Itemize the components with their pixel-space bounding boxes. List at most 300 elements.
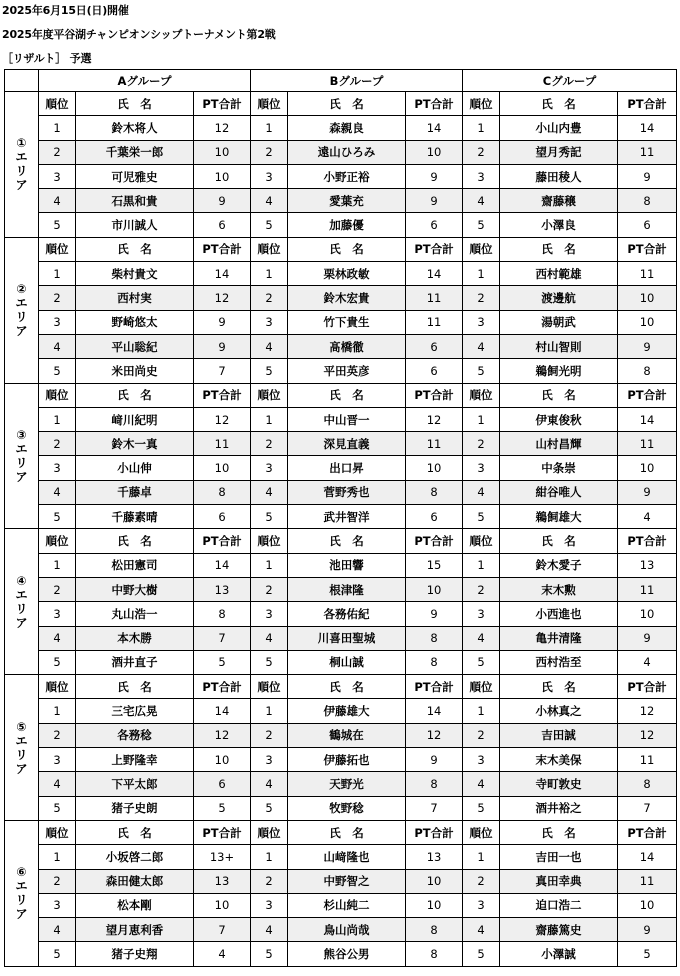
rank-cell: 1 xyxy=(251,407,288,431)
name-cell: 小山伸 xyxy=(76,456,194,480)
result-row xyxy=(5,869,677,893)
name-cell: 西村実 xyxy=(76,286,194,310)
rank-header: 順位 xyxy=(251,529,288,553)
result-row xyxy=(5,164,677,188)
name-cell: 千葉栄一郎 xyxy=(76,140,194,164)
name-cell: 各務稔 xyxy=(76,723,194,747)
pt-cell: 10 xyxy=(618,310,677,334)
pt-cell: 6 xyxy=(618,213,677,237)
name-cell: 石黒和貴 xyxy=(76,189,194,213)
name-header: 氏 名 xyxy=(500,529,618,553)
rank-cell: 2 xyxy=(463,869,500,893)
rank-header: 順位 xyxy=(251,675,288,699)
rank-cell: 1 xyxy=(463,116,500,140)
area-label-char: ⑤ xyxy=(16,719,27,734)
name-cell: 渡邊航 xyxy=(500,286,618,310)
name-cell: 菅野秀也 xyxy=(288,480,406,504)
rank-cell: 3 xyxy=(463,602,500,626)
area-header-row xyxy=(5,237,677,261)
area-header-row xyxy=(5,820,677,844)
name-cell: 上野隆幸 xyxy=(76,748,194,772)
result-row xyxy=(5,140,677,164)
name-cell: 千藤卓 xyxy=(76,480,194,504)
pt-cell: 12 xyxy=(618,723,677,747)
rank-cell: 4 xyxy=(39,334,76,358)
rank-cell: 2 xyxy=(39,286,76,310)
pt-header: PT合計 xyxy=(618,675,677,699)
area-label-char: ⑥ xyxy=(16,865,27,880)
name-cell: 伊東俊秋 xyxy=(500,407,618,431)
name-cell: 千藤素晴 xyxy=(76,505,194,529)
rank-cell: 2 xyxy=(251,577,288,601)
area-label-char: ア xyxy=(15,324,28,339)
result-row xyxy=(5,262,677,286)
area-label-char: エ xyxy=(15,296,28,311)
name-cell: 中条崇 xyxy=(500,456,618,480)
name-cell: 深見直義 xyxy=(288,432,406,456)
pt-cell: 9 xyxy=(406,748,463,772)
name-cell: 愛葉充 xyxy=(288,189,406,213)
pt-cell: 7 xyxy=(194,626,251,650)
pt-header: PT合計 xyxy=(618,92,677,116)
name-cell: 小西進也 xyxy=(500,602,618,626)
pt-cell: 8 xyxy=(406,480,463,504)
rank-cell: 4 xyxy=(251,626,288,650)
pt-cell: 6 xyxy=(406,213,463,237)
pt-cell: 10 xyxy=(618,602,677,626)
rank-header: 順位 xyxy=(251,820,288,844)
name-header: 氏 名 xyxy=(500,820,618,844)
name-cell: 鈴木一真 xyxy=(76,432,194,456)
results-table xyxy=(4,69,677,967)
pt-header: PT合計 xyxy=(406,383,463,407)
rank-cell: 5 xyxy=(463,505,500,529)
result-row xyxy=(5,359,677,383)
name-cell: 真田幸典 xyxy=(500,869,618,893)
pt-cell: 4 xyxy=(194,942,251,966)
name-cell: 望月秀記 xyxy=(500,140,618,164)
pt-cell: 6 xyxy=(406,359,463,383)
pt-cell: 9 xyxy=(406,602,463,626)
pt-cell: 13 xyxy=(618,553,677,577)
rank-header: 順位 xyxy=(463,237,500,261)
rank-cell: 5 xyxy=(251,650,288,674)
pt-cell: 13 xyxy=(406,845,463,869)
rank-cell: 2 xyxy=(39,140,76,164)
rank-cell: 5 xyxy=(39,942,76,966)
name-cell: 池田響 xyxy=(288,553,406,577)
rank-cell: 1 xyxy=(463,407,500,431)
pt-cell: 12 xyxy=(194,116,251,140)
name-cell: 湯朝武 xyxy=(500,310,618,334)
rank-cell: 4 xyxy=(251,918,288,942)
rank-cell: 1 xyxy=(251,699,288,723)
rank-cell: 3 xyxy=(251,748,288,772)
pt-header: PT合計 xyxy=(194,92,251,116)
name-cell: 小野正裕 xyxy=(288,164,406,188)
rank-cell: 3 xyxy=(463,456,500,480)
pt-cell: 14 xyxy=(618,407,677,431)
rank-cell: 5 xyxy=(463,359,500,383)
rank-header: 順位 xyxy=(39,237,76,261)
pt-cell: 11 xyxy=(618,262,677,286)
name-header: 氏 名 xyxy=(288,383,406,407)
name-cell: 天野光 xyxy=(288,772,406,796)
pt-header: PT合計 xyxy=(406,675,463,699)
rank-cell: 4 xyxy=(463,772,500,796)
pt-cell: 9 xyxy=(194,334,251,358)
name-cell: 加藤優 xyxy=(288,213,406,237)
rank-cell: 5 xyxy=(251,942,288,966)
rank-cell: 1 xyxy=(251,553,288,577)
name-cell: 中野智之 xyxy=(288,869,406,893)
name-cell: 迫口浩二 xyxy=(500,893,618,917)
rank-cell: 3 xyxy=(463,310,500,334)
pt-cell: 8 xyxy=(406,942,463,966)
name-cell: 中野大樹 xyxy=(76,577,194,601)
result-row xyxy=(5,505,677,529)
result-row xyxy=(5,626,677,650)
name-header: 氏 名 xyxy=(500,237,618,261)
area-label-char: エ xyxy=(15,733,28,748)
results-body xyxy=(5,92,677,967)
name-cell: 根津隆 xyxy=(288,577,406,601)
name-cell: 竹下貴生 xyxy=(288,310,406,334)
area-label-char: エ xyxy=(15,879,28,894)
pt-cell: 14 xyxy=(194,262,251,286)
pt-cell: 9 xyxy=(618,480,677,504)
result-row xyxy=(5,699,677,723)
name-cell: 柴村貴文 xyxy=(76,262,194,286)
area-header-row xyxy=(5,675,677,699)
result-row xyxy=(5,893,677,917)
pt-cell: 7 xyxy=(194,918,251,942)
event-title: 2025年度平谷湖チャンピオンシップトーナメント第2戦 xyxy=(2,28,276,41)
pt-cell: 5 xyxy=(618,942,677,966)
name-cell: 松田憲司 xyxy=(76,553,194,577)
name-cell: 松本剛 xyxy=(76,893,194,917)
name-cell: 小澤誠 xyxy=(500,942,618,966)
result-row xyxy=(5,942,677,966)
pt-cell: 12 xyxy=(194,286,251,310)
name-cell: 鶴城在 xyxy=(288,723,406,747)
pt-cell: 10 xyxy=(194,164,251,188)
area-header-row xyxy=(5,92,677,116)
area-label-char: ① xyxy=(16,136,27,151)
name-cell: 栗林政敏 xyxy=(288,262,406,286)
rank-header: 順位 xyxy=(39,383,76,407)
pt-cell: 9 xyxy=(406,189,463,213)
rank-cell: 3 xyxy=(251,456,288,480)
name-header: 氏 名 xyxy=(500,675,618,699)
pt-header: PT合計 xyxy=(194,383,251,407)
result-row xyxy=(5,286,677,310)
area-label-char: エ xyxy=(15,441,28,456)
result-row xyxy=(5,723,677,747)
name-cell: 齋藤穣 xyxy=(500,189,618,213)
rank-cell: 3 xyxy=(39,310,76,334)
name-cell: 髙橋徹 xyxy=(288,334,406,358)
rank-cell: 5 xyxy=(39,796,76,820)
name-cell: 鈴木宏貴 xyxy=(288,286,406,310)
name-cell: 伊藤雄大 xyxy=(288,699,406,723)
pt-cell: 8 xyxy=(618,772,677,796)
pt-cell: 11 xyxy=(618,577,677,601)
name-cell: 本木勝 xyxy=(76,626,194,650)
name-cell: 藤田稜人 xyxy=(500,164,618,188)
rank-cell: 1 xyxy=(39,845,76,869)
pt-cell: 13 xyxy=(194,869,251,893)
name-cell: 鵜飼雄大 xyxy=(500,505,618,529)
rank-cell: 2 xyxy=(251,723,288,747)
rank-cell: 2 xyxy=(463,140,500,164)
rank-cell: 4 xyxy=(251,334,288,358)
rank-cell: 5 xyxy=(463,650,500,674)
name-cell: 熊谷公男 xyxy=(288,942,406,966)
pt-cell: 5 xyxy=(194,796,251,820)
pt-header: PT合計 xyxy=(194,820,251,844)
name-cell: 酒井裕之 xyxy=(500,796,618,820)
pt-cell: 6 xyxy=(406,334,463,358)
pt-cell: 11 xyxy=(406,310,463,334)
rank-cell: 4 xyxy=(39,772,76,796)
pt-cell: 14 xyxy=(406,699,463,723)
pt-cell: 8 xyxy=(406,918,463,942)
name-cell: 桐山誠 xyxy=(288,650,406,674)
pt-cell: 6 xyxy=(406,505,463,529)
rank-header: 順位 xyxy=(463,529,500,553)
pt-cell: 9 xyxy=(194,189,251,213)
pt-cell: 8 xyxy=(406,772,463,796)
name-cell: 寺町敦史 xyxy=(500,772,618,796)
rank-header: 順位 xyxy=(463,383,500,407)
area-label-char: リ xyxy=(15,747,28,762)
pt-cell: 9 xyxy=(618,334,677,358)
pt-header: PT合計 xyxy=(406,529,463,553)
name-cell: 﨑川紀明 xyxy=(76,407,194,431)
name-cell: 可児雅史 xyxy=(76,164,194,188)
group-b-header: Bグループ xyxy=(251,70,463,92)
rank-cell: 4 xyxy=(463,189,500,213)
result-row xyxy=(5,650,677,674)
pt-cell: 11 xyxy=(194,432,251,456)
pt-cell: 12 xyxy=(194,407,251,431)
result-row xyxy=(5,748,677,772)
pt-cell: 13 xyxy=(194,577,251,601)
rank-cell: 1 xyxy=(251,845,288,869)
name-header: 氏 名 xyxy=(288,675,406,699)
result-row xyxy=(5,577,677,601)
area-label-char: ④ xyxy=(16,573,27,588)
name-cell: 中山晋一 xyxy=(288,407,406,431)
name-cell: 西村浩至 xyxy=(500,650,618,674)
name-cell: 酒井直子 xyxy=(76,650,194,674)
rank-cell: 1 xyxy=(251,262,288,286)
pt-cell: 4 xyxy=(618,650,677,674)
area-label xyxy=(5,820,39,966)
area-label-char: エ xyxy=(15,587,28,602)
rank-cell: 5 xyxy=(39,650,76,674)
area-label-char: ア xyxy=(15,761,28,776)
rank-cell: 3 xyxy=(251,164,288,188)
rank-header: 順位 xyxy=(39,820,76,844)
area-label-char: リ xyxy=(15,164,28,179)
rank-header: 順位 xyxy=(463,820,500,844)
rank-cell: 2 xyxy=(251,869,288,893)
pt-header: PT合計 xyxy=(406,820,463,844)
pt-header: PT合計 xyxy=(618,237,677,261)
rank-header: 順位 xyxy=(251,237,288,261)
pt-cell: 10 xyxy=(194,893,251,917)
rank-cell: 1 xyxy=(39,407,76,431)
name-cell: 市川誠人 xyxy=(76,213,194,237)
pt-cell: 8 xyxy=(194,602,251,626)
rank-cell: 5 xyxy=(463,796,500,820)
result-row xyxy=(5,918,677,942)
result-row xyxy=(5,480,677,504)
pt-cell: 9 xyxy=(406,164,463,188)
rank-cell: 3 xyxy=(39,164,76,188)
name-cell: 鳥山尚哉 xyxy=(288,918,406,942)
rank-cell: 4 xyxy=(39,189,76,213)
name-cell: 西村範雄 xyxy=(500,262,618,286)
pt-cell: 7 xyxy=(618,796,677,820)
rank-cell: 3 xyxy=(39,602,76,626)
pt-cell: 11 xyxy=(618,869,677,893)
name-header: 氏 名 xyxy=(288,237,406,261)
pt-cell: 10 xyxy=(194,456,251,480)
result-row xyxy=(5,772,677,796)
pt-cell: 12 xyxy=(618,699,677,723)
group-a-header: Aグループ xyxy=(39,70,251,92)
rank-cell: 1 xyxy=(39,699,76,723)
rank-cell: 4 xyxy=(251,189,288,213)
pt-cell: 14 xyxy=(194,553,251,577)
name-cell: 村山智則 xyxy=(500,334,618,358)
result-row xyxy=(5,456,677,480)
rank-cell: 3 xyxy=(463,164,500,188)
name-cell: 下平太郎 xyxy=(76,772,194,796)
pt-cell: 10 xyxy=(406,577,463,601)
rank-header: 順位 xyxy=(39,529,76,553)
name-cell: 小山内豊 xyxy=(500,116,618,140)
name-cell: 平田英彦 xyxy=(288,359,406,383)
name-cell: 望月恵利香 xyxy=(76,918,194,942)
name-header: 氏 名 xyxy=(76,92,194,116)
pt-header: PT合計 xyxy=(618,820,677,844)
rank-header: 順位 xyxy=(39,92,76,116)
rank-cell: 1 xyxy=(463,699,500,723)
result-row xyxy=(5,116,677,140)
pt-cell: 11 xyxy=(618,140,677,164)
section-title: ［リザルト］ 予選 xyxy=(2,52,92,65)
name-cell: 杉山純二 xyxy=(288,893,406,917)
name-header: 氏 名 xyxy=(500,383,618,407)
name-cell: 鈴木将人 xyxy=(76,116,194,140)
rank-cell: 1 xyxy=(39,262,76,286)
rank-cell: 1 xyxy=(463,262,500,286)
rank-cell: 5 xyxy=(251,505,288,529)
area-label xyxy=(5,92,39,238)
rank-header: 順位 xyxy=(463,675,500,699)
pt-cell: 7 xyxy=(406,796,463,820)
pt-cell: 11 xyxy=(406,286,463,310)
rank-cell: 2 xyxy=(39,869,76,893)
pt-cell: 10 xyxy=(406,893,463,917)
rank-cell: 4 xyxy=(39,626,76,650)
name-header: 氏 名 xyxy=(76,529,194,553)
name-cell: 平山聡紀 xyxy=(76,334,194,358)
pt-cell: 11 xyxy=(618,432,677,456)
name-cell: 遠山ひろみ xyxy=(288,140,406,164)
name-cell: 末木勲 xyxy=(500,577,618,601)
name-cell: 伊藤拓也 xyxy=(288,748,406,772)
pt-cell: 9 xyxy=(618,918,677,942)
rank-cell: 3 xyxy=(463,748,500,772)
rank-cell: 3 xyxy=(39,893,76,917)
pt-header: PT合計 xyxy=(618,529,677,553)
result-row xyxy=(5,213,677,237)
pt-header: PT合計 xyxy=(194,675,251,699)
name-cell: 牧野稔 xyxy=(288,796,406,820)
pt-cell: 12 xyxy=(406,407,463,431)
pt-cell: 10 xyxy=(194,140,251,164)
name-cell: 丸山浩一 xyxy=(76,602,194,626)
name-cell: 亀井清隆 xyxy=(500,626,618,650)
pt-cell: 7 xyxy=(194,359,251,383)
pt-cell: 5 xyxy=(194,650,251,674)
rank-cell: 1 xyxy=(463,553,500,577)
name-cell: 小坂啓二郎 xyxy=(76,845,194,869)
rank-cell: 2 xyxy=(463,432,500,456)
rank-cell: 5 xyxy=(39,359,76,383)
area-label-char: エ xyxy=(15,150,28,165)
area-label-char: ア xyxy=(15,469,28,484)
pt-cell: 11 xyxy=(406,432,463,456)
name-header: 氏 名 xyxy=(76,675,194,699)
area-label-char: ア xyxy=(15,178,28,193)
name-cell: 末木美保 xyxy=(500,748,618,772)
area-label xyxy=(5,529,39,675)
name-cell: 鵜飼光明 xyxy=(500,359,618,383)
pt-cell: 14 xyxy=(406,262,463,286)
area-label xyxy=(5,237,39,383)
pt-cell: 9 xyxy=(194,310,251,334)
pt-cell: 8 xyxy=(618,189,677,213)
name-cell: 紺谷唯人 xyxy=(500,480,618,504)
name-cell: 山﨑隆也 xyxy=(288,845,406,869)
pt-cell: 11 xyxy=(618,748,677,772)
rank-cell: 3 xyxy=(463,893,500,917)
result-row xyxy=(5,602,677,626)
area-label-char: リ xyxy=(15,455,28,470)
area-label-char: リ xyxy=(15,893,28,908)
result-row xyxy=(5,189,677,213)
rank-cell: 2 xyxy=(39,577,76,601)
pt-cell: 14 xyxy=(194,699,251,723)
name-header: 氏 名 xyxy=(76,237,194,261)
rank-cell: 2 xyxy=(39,432,76,456)
name-cell: 森田健太郎 xyxy=(76,869,194,893)
event-date: 2025年6月15日(日)開催 xyxy=(2,4,129,17)
area-label-char: ③ xyxy=(16,427,27,442)
rank-cell: 4 xyxy=(463,918,500,942)
rank-header: 順位 xyxy=(251,92,288,116)
rank-header: 順位 xyxy=(251,383,288,407)
pt-cell: 10 xyxy=(194,748,251,772)
pt-cell: 9 xyxy=(618,626,677,650)
rank-cell: 5 xyxy=(39,213,76,237)
